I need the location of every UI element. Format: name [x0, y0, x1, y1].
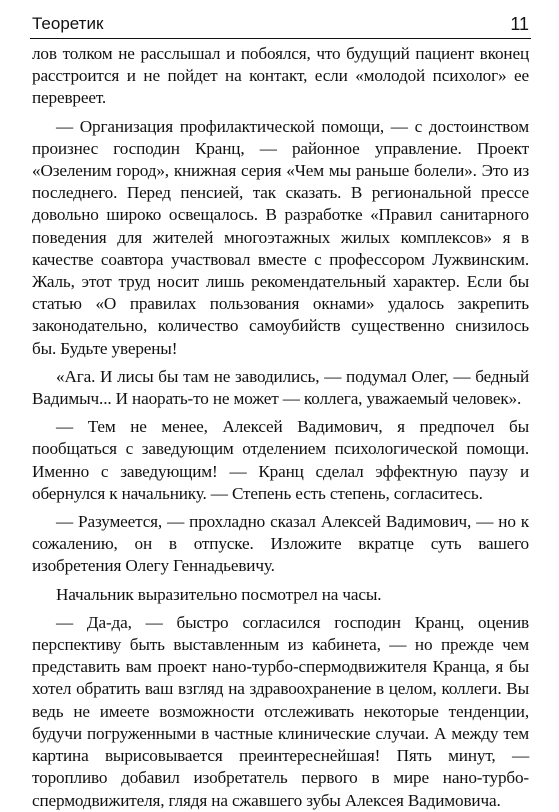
page-number: 11	[510, 14, 529, 34]
running-header	[30, 10, 531, 39]
paragraph-6: Начальник выразительно посмотрел на часы.	[56, 584, 382, 604]
paragraph-5: — Разумеется, — прохладно сказал Алексей Вадимович, — но к сожалению, он в отпуске. Изложите вкратце суть вашего изобретения Олегу Геннадьевичу.	[32, 512, 529, 576]
paragraph-1: лов толком не расслышал и побоялся, что будущий пациент вконец расстроится и не пойдет на контакт, если «молодой психолог» ее перевреет.	[32, 44, 529, 108]
paragraph-7: — Да-да, — быстро согласился господин Кранц, оценив перспективу быть выставленным из кабинета, — но прежде чем представить вам проект нано-турбо-спермодвижителя Кранца, я бы хотел обратить ваш взгляд на здравоохранение в целом, коллеги. Вы ведь не имеете возможности отслеживать некоторые тенденции, будучи погруженными в частные клинические случаи. А между тем картина вырисовывается преинтереснейшая! Пять минут, — торопливо добавил изобретатель первого в мире нано-турбо-спермодвижителя, глядя на сжавшего зубы Алексея Вадимовича.	[32, 612, 529, 810]
paragraph-2: — Организация профилактической помощи, — с достоинством произнес господин Кранц, — районное управление. Проект «Озеленим город», книжная серия «Чем мы раньше болели». Это из последнего. Перед пенсией, так сказать. В региональной прессе довольно широко освещалось. В разработке «Правил санитарного поведения для жителей многоэтажных жилых комплексов» я в качестве соавтора участвовал вместе с профессором Лужвинским. Жаль, этот труд носит лишь рекомендательный характер. Если бы статью «О правилах пользования окнами» удалось закрепить законодательно, количество самоубийств существенно снизилось бы. Будьте уверены!	[32, 116, 529, 358]
running-title: Теоретик	[32, 14, 104, 33]
paragraph-4: — Тем не менее, Алексей Вадимович, я предпочел бы пообщаться с заведующим отделением психологической помощи. Именно с заведующим! — Кранц сделал эффектную паузу и обернулся к начальнику. — Степень есть степень, согласитесь.	[32, 417, 529, 503]
paragraph-3: «Ага. И лисы бы там не заводились, — подумал Олег, — бедный Вадимыч... И наорать-то не может — коллега, уважаемый человек».	[32, 366, 529, 409]
body-text	[32, 43, 529, 812]
